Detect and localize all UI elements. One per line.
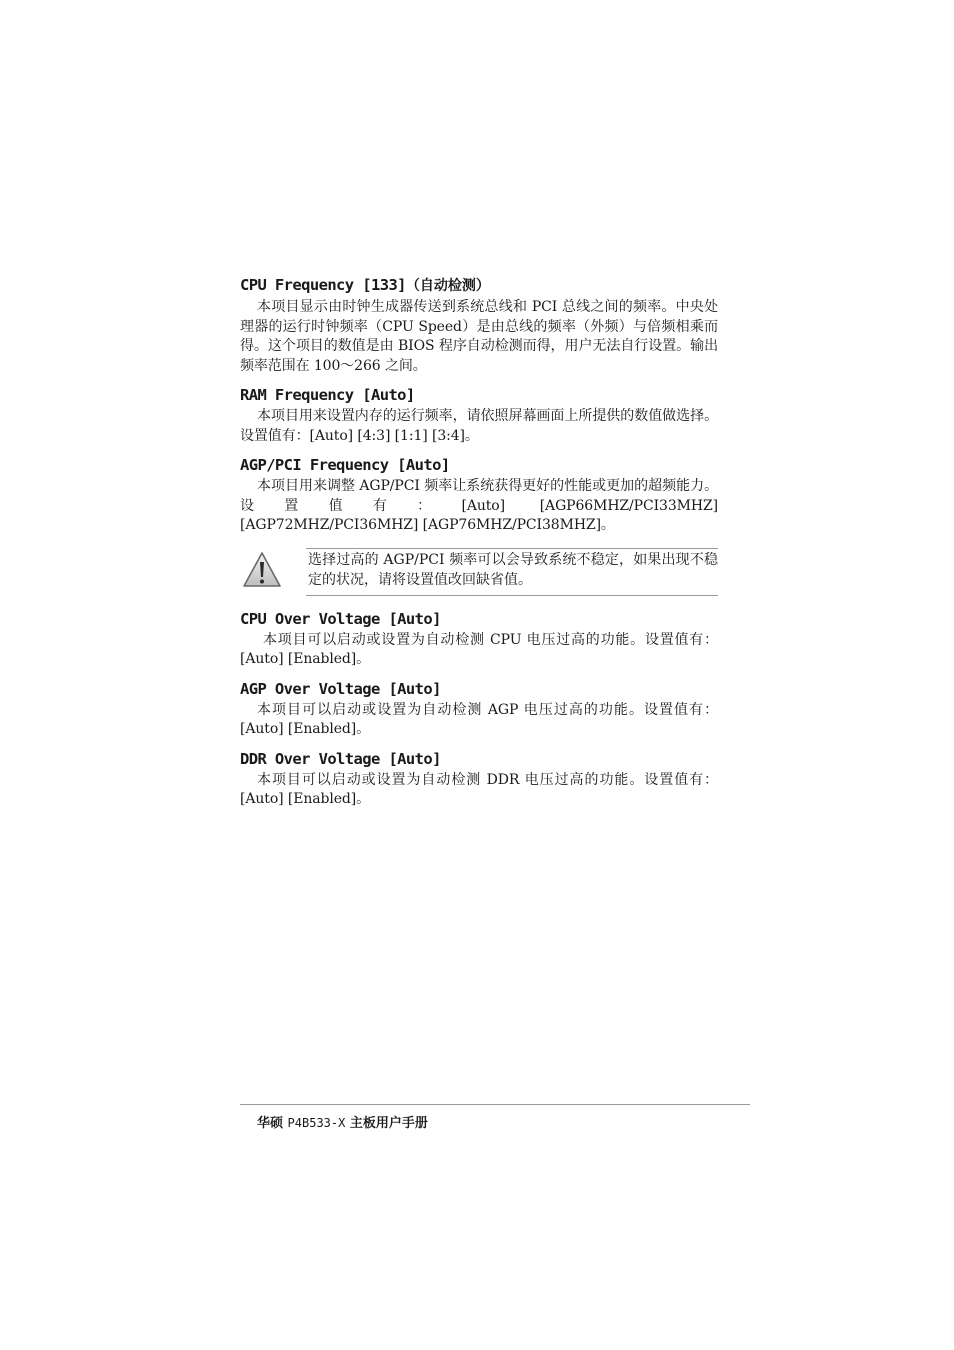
footer-brand: 华硕: [257, 1116, 284, 1131]
section-ddr-over-voltage: [240, 748, 718, 810]
warning-box: [240, 548, 718, 596]
section-body: 本项目可以启动或设置为自动检测 DDR 电压过高的功能。设置值有：[Auto] [Enabled]。: [240, 771, 718, 807]
section-body: 本项目用来设置内存的运行频率，请依照屏幕画面上所提供的数值做选择。设置值有：[Auto] [4:3] [1:1] [3:4]。: [240, 408, 718, 444]
section-cpu-over-voltage: [240, 608, 718, 670]
section-agp-pci-frequency: [240, 454, 718, 536]
page-footer: [257, 1112, 428, 1131]
section-heading: DDR Over Voltage [Auto]: [240, 749, 441, 768]
section-agp-over-voltage: [240, 678, 718, 740]
footer-rule: [240, 1104, 750, 1105]
warning-bottom-rule: [306, 595, 718, 596]
heading-text: CPU Frequency [133]: [240, 276, 406, 294]
warning-triangle-icon: [242, 551, 282, 589]
section-cpu-frequency: [240, 274, 718, 376]
warning-text: 选择过高的 AGP/PCI 频率可以会导致系统不稳定，如果出现不稳定的状况，请将设置值改回缺省值。: [308, 551, 718, 588]
section-body: 本项目用来调整 AGP/PCI 频率让系统获得更好的性能或更加的超频能力。设置值有：[Auto] [AGP66MHZ/PCI33MHZ] [AGP72MHZ/PCI36MHZ] [AGP76MHZ/PCI38MHZ]。: [240, 478, 718, 533]
heading-note: （自动检测）: [405, 278, 490, 294]
section-heading: AGP Over Voltage [Auto]: [240, 679, 441, 698]
page-content: [240, 274, 718, 818]
section-heading: RAM Frequency [Auto]: [240, 386, 415, 404]
section-body: 本项目可以启动或设置为自动检测 AGP 电压过高的功能。设置值有：[Auto] [Enabled]。: [240, 701, 718, 737]
warning-top-rule: [306, 548, 718, 549]
section-ram-frequency: [240, 384, 718, 446]
section-heading: AGP/PCI Frequency [Auto]: [240, 456, 450, 474]
section-body: 本项目显示由时钟生成器传送到系统总线和 PCI 总线之间的频率。中央处理器的运行时钟频率（CPU Speed）是由总线的频率（外频）与倍频相乘而得。这个项目的数值是由 BIOS 程序自动检测而得，用户无法自行设置。输出频率范围在 100～266 之间。: [240, 299, 718, 374]
footer-title: 主板用户手册: [349, 1116, 428, 1131]
section-body: 本项目可以启动或设置为自动检测 CPU 电压过高的功能。设置值有：[Auto] [Enabled]。: [240, 631, 718, 667]
section-heading: [240, 274, 718, 297]
section-heading: CPU Over Voltage [Auto]: [240, 609, 441, 628]
footer-model: P4B533-X: [287, 1116, 346, 1130]
